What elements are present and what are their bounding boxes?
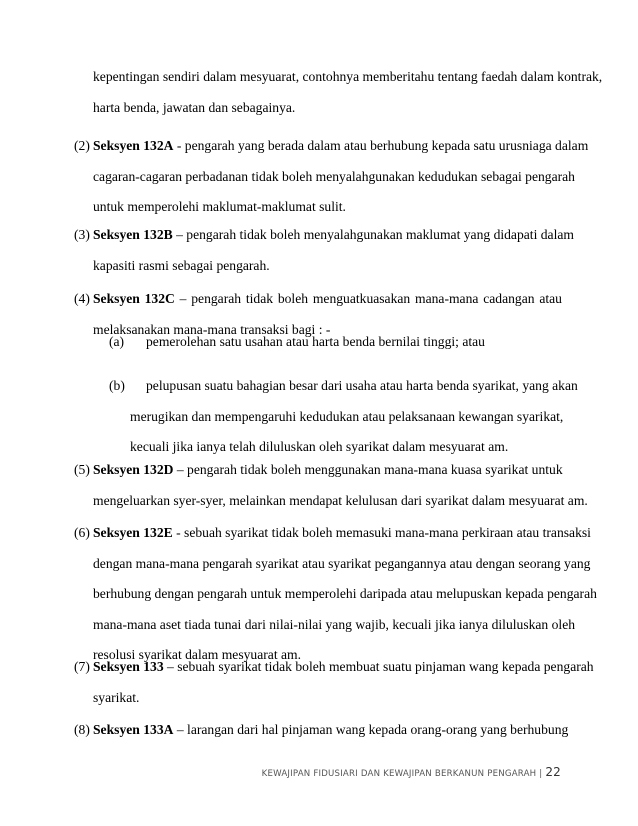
item-133 [74, 652, 594, 713]
item-text: – sebuah syarikat tidak boleh membuat suatu pinjaman wang kepada pengarah [163, 659, 594, 674]
item-text: melaksanakan mana-mana transaksi bagi : - [93, 321, 331, 337]
section-title: Seksyen 132B [93, 227, 173, 242]
footer-separator: | [539, 769, 543, 779]
item-text: mana-mana aset tiada tunai dari nilai-nilai yang wajib, kecuali jika ianya diluluskan oleh [93, 616, 576, 632]
item-132d [74, 455, 588, 516]
item-text: syarikat. [93, 689, 140, 705]
item-text: – pengarah tidak boleh menyalahgunakan maklumat yang didapati dalam [172, 227, 574, 242]
item-133a [74, 715, 569, 746]
section-title: Seksyen 133 [93, 659, 164, 674]
item-number: (4) [74, 291, 90, 306]
subitem-text: pemerolehan satu usahan atau harta benda bernilai tinggi; atau [146, 334, 485, 349]
footer-title: KEWAJIPAN FIDUSIARI DAN KEWAJIPAN BERKANUN PENGARAH [261, 769, 537, 779]
item-number: (7) [74, 659, 90, 674]
item-132e [74, 518, 597, 671]
item-text: – pengarah tidak boleh menguatkuasakan mana-mana cadangan atau [174, 291, 562, 306]
section-title: Seksyen 133A [93, 722, 174, 737]
section-title: Seksyen 132D [93, 462, 174, 477]
item-text: – pengarah tidak boleh menggunakan mana-mana kuasa syarikat untuk [173, 462, 563, 477]
item-text: cagaran-cagaran perbadanan tidak boleh menyalahgunakan kedudukan sebagai pengarah [93, 168, 575, 184]
subitem-label: (b) [109, 378, 125, 393]
intro-paragraph [74, 62, 603, 123]
page-footer [0, 765, 561, 779]
item-text: resolusi syarikat dalam mesyuarat am. [93, 647, 301, 662]
item-number: (5) [74, 462, 90, 477]
section-title: Seksyen 132A [93, 138, 174, 153]
item-text: untuk memperolehi maklumat-maklumat sulit. [93, 199, 346, 214]
subitem-b [74, 371, 578, 463]
subitem-text: kecuali jika ianya telah diluluskan oleh syarikat dalam mesyuarat am. [130, 439, 509, 454]
page-number: 22 [545, 765, 561, 779]
item-text: – larangan dari hal pinjaman wang kepada orang-orang yang berhubung [173, 722, 569, 737]
item-text: berhubung dengan pengarah untuk memperolehi daripada atau melupuskan kepada pengarah [93, 586, 597, 601]
item-text: mengeluarkan syer-syer, melainkan mendapat kelulusan dari syarikat dalam mesyuarat am. [93, 492, 588, 508]
item-text: dengan mana-mana pengarah syarikat atau syarikat pegangannya atau dengan seorang yang [93, 555, 591, 571]
item-text: kapasiti rasmi sebagai pengarah. [93, 257, 270, 273]
subitem-label: (a) [109, 334, 125, 349]
intro-line-1: kepentingan sendiri dalam mesyuarat, contohnya memberitahu tentang faedah dalam kontrak, [93, 69, 603, 84]
subitem-text: pelupusan suatu bahagian besar dari usaha atau harta benda syarikat, yang akan [146, 378, 578, 393]
item-number: (3) [74, 227, 90, 242]
intro-line-2: harta benda, jawatan dan sebagainya. [93, 99, 296, 115]
subitem-a [74, 327, 562, 358]
item-number: (2) [74, 138, 90, 153]
item-number: (6) [74, 525, 90, 540]
item-number: (8) [74, 722, 90, 737]
subitem-text: merugikan dan mempengaruhi kedudukan atau pelaksanaan kewangan syarikat, [130, 408, 564, 424]
item-text: - sebuah syarikat tidak boleh memasuki mana-mana perkiraan atau transaksi [172, 525, 591, 540]
item-132b [74, 220, 574, 281]
section-title: Seksyen 132E [93, 525, 173, 540]
item-132a [74, 131, 589, 223]
item-text: - pengarah yang berada dalam atau berhubung kepada satu urusniaga dalam [173, 138, 589, 153]
section-title: Seksyen 132C [93, 291, 175, 306]
